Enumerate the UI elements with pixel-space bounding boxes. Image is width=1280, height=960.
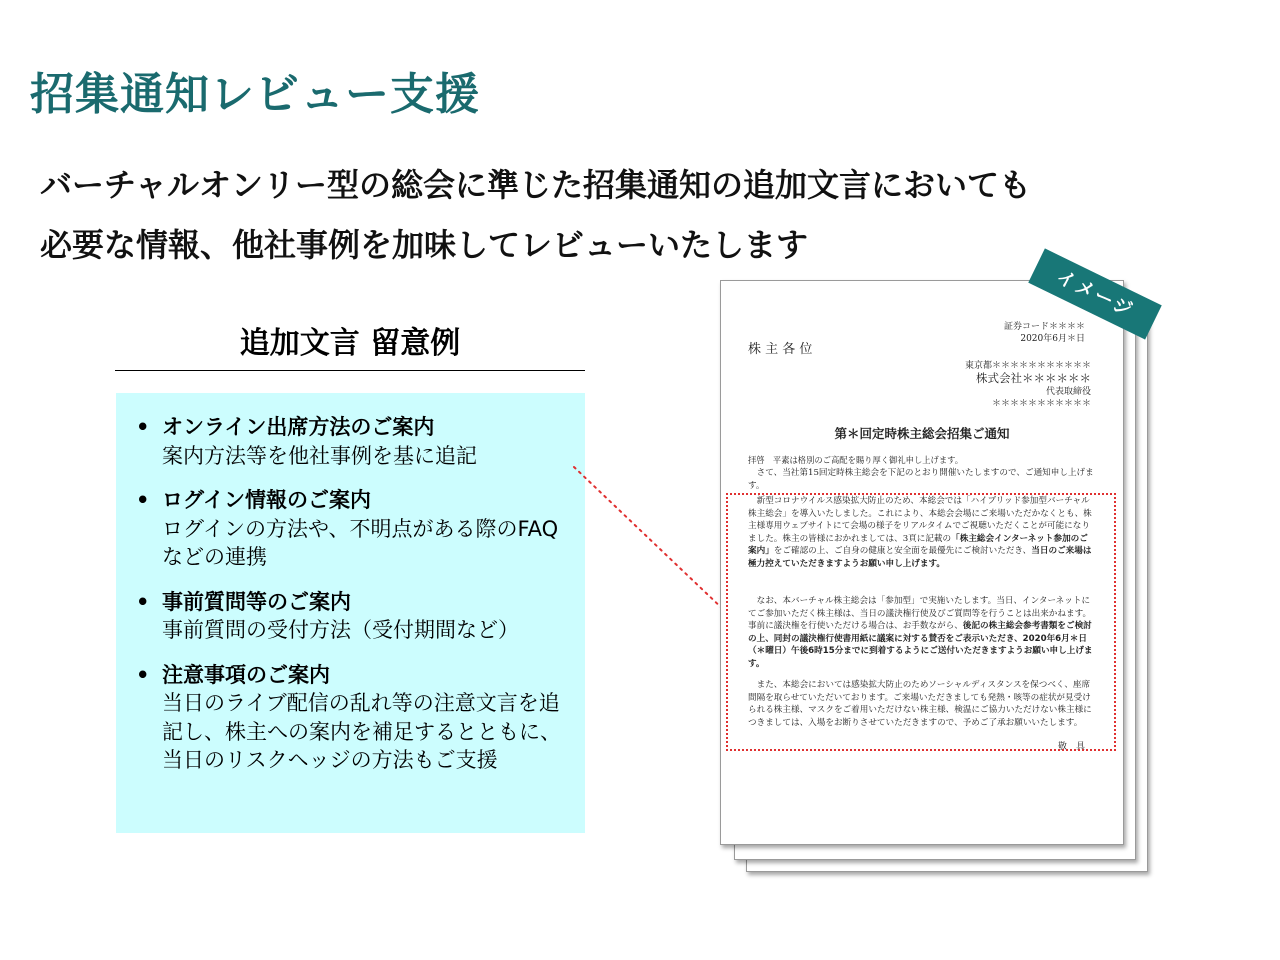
closing: 敬 具 [1057, 742, 1085, 752]
page-title: 招集通知レビュー支援 [30, 69, 480, 120]
company-name: 株式会社＊＊＊＊＊＊ [976, 371, 1091, 385]
stock-code: 証券コード＊＊＊＊ [1003, 322, 1085, 332]
bullet: • [136, 662, 150, 687]
item-description: ログインの方法や、不明点がある際のFAQなどの連携 [162, 516, 559, 569]
paragraph-1-link: 「株主総会インターネット参加のご案内」 [748, 533, 1088, 557]
representative-title: 代表取締役 [1045, 387, 1091, 397]
item-description: 事前質問の受付方法（受付期間など） [162, 618, 519, 642]
greeting: 拝啓 平素は格別のご高配を賜り厚く御礼申し上げます。 [748, 455, 964, 465]
document-title: 第＊回定時株主総会招集ご通知 [834, 426, 1010, 441]
representative-name: ＊＊＊＊＊＊＊＊＊＊＊ [991, 399, 1091, 409]
highlight-box [726, 493, 1116, 751]
item-description: 案内方法等を他社事例を基に追記 [162, 443, 477, 468]
bullet: • [136, 589, 150, 614]
item-title: オンライン出席方法のご案内 [162, 415, 435, 439]
subtitle-line-1: バーチャルオンリー型の総会に準じた招集通知の追加文言においても [40, 166, 1032, 204]
addressee: 株 主 各 位 [748, 342, 813, 357]
paragraph-1-text-a: 新型コロナウイルス感染拡大防止のため、本総会では「ハイブリッド参加型バーチャル株主総会」を導入いたしました。これにより、本総会会場にご来場いただかなくとも、株主様専用ウェブサイトにて会場の様子をリアルタイムでご視聴いただくことが可能になりました。株主の皆様におかれましては、3頁に記載の [748, 496, 1092, 544]
paragraph-2-text-a: なお、本バーチャル株主総会は「参加型」で実施いたします。当日、インターネットにてご参加いただく株主様は、当日の議決権行使及びご質問等を行うことは出来かねます。事前に議決権を行使いただける場合は、お手数ながら、 [748, 596, 1092, 632]
section-heading: 追加文言 留意例 [239, 326, 461, 361]
paragraph-2-text-b: 後記の株主総会参考書類をご検討の上、同封の議決権行使書用紙に議案に対する賛否をご表示いただき、2020年6月＊日（＊曜日）午後6時15分までに到着するようにご送付いただきますようお願い申し上げます。 [748, 621, 1093, 669]
paragraph-3: また、本総会においては感染拡大防止のためソーシャルディスタンスを保つべく、座席間隔を取らせていただいております。ご来場いただきましても発熱・咳等の症状が見受けられる株主様、マスクをご着用いただけない株主様、検温にご協力いただけない株主様につきましては、入場をお断りさせていただきますので、予めご了承お願いいたします。 [748, 680, 1092, 728]
bullet: • [136, 415, 150, 439]
item-title: ログイン情報のご案内 [162, 488, 371, 512]
image-badge: イメージ [1028, 248, 1162, 339]
paragraph-1-text-d: 当日のご来場は極力控えていただきますようお願い申し上げます。 [748, 546, 1092, 569]
bullet: • [136, 488, 150, 512]
item-title: 事前質問等のご案内 [162, 589, 351, 614]
item-description: 当日のライブ配信の乱れ等の注意文言を追記し、株主への案内を補足するとともに、当日のリスクヘッジの方法もご支援 [162, 691, 561, 772]
subtitle-line-2: 必要な情報、他社事例を加味してレビューいたします [40, 226, 809, 264]
company-address: 東京都＊＊＊＊＊＊＊＊＊＊＊ [964, 361, 1091, 371]
item-title: 注意事項のご案内 [162, 662, 330, 687]
paragraph-1-text-c: をご確認の上、ご自身の健康と安全面を最優先にご検討いただき、 [773, 546, 1032, 557]
intro-paragraph: さて、当社第15回定時株主総会を下記のとおり開催いたしますので、ご通知申し上げます。 [748, 468, 1094, 491]
document-date: 2020年6月＊日 [1020, 334, 1085, 344]
